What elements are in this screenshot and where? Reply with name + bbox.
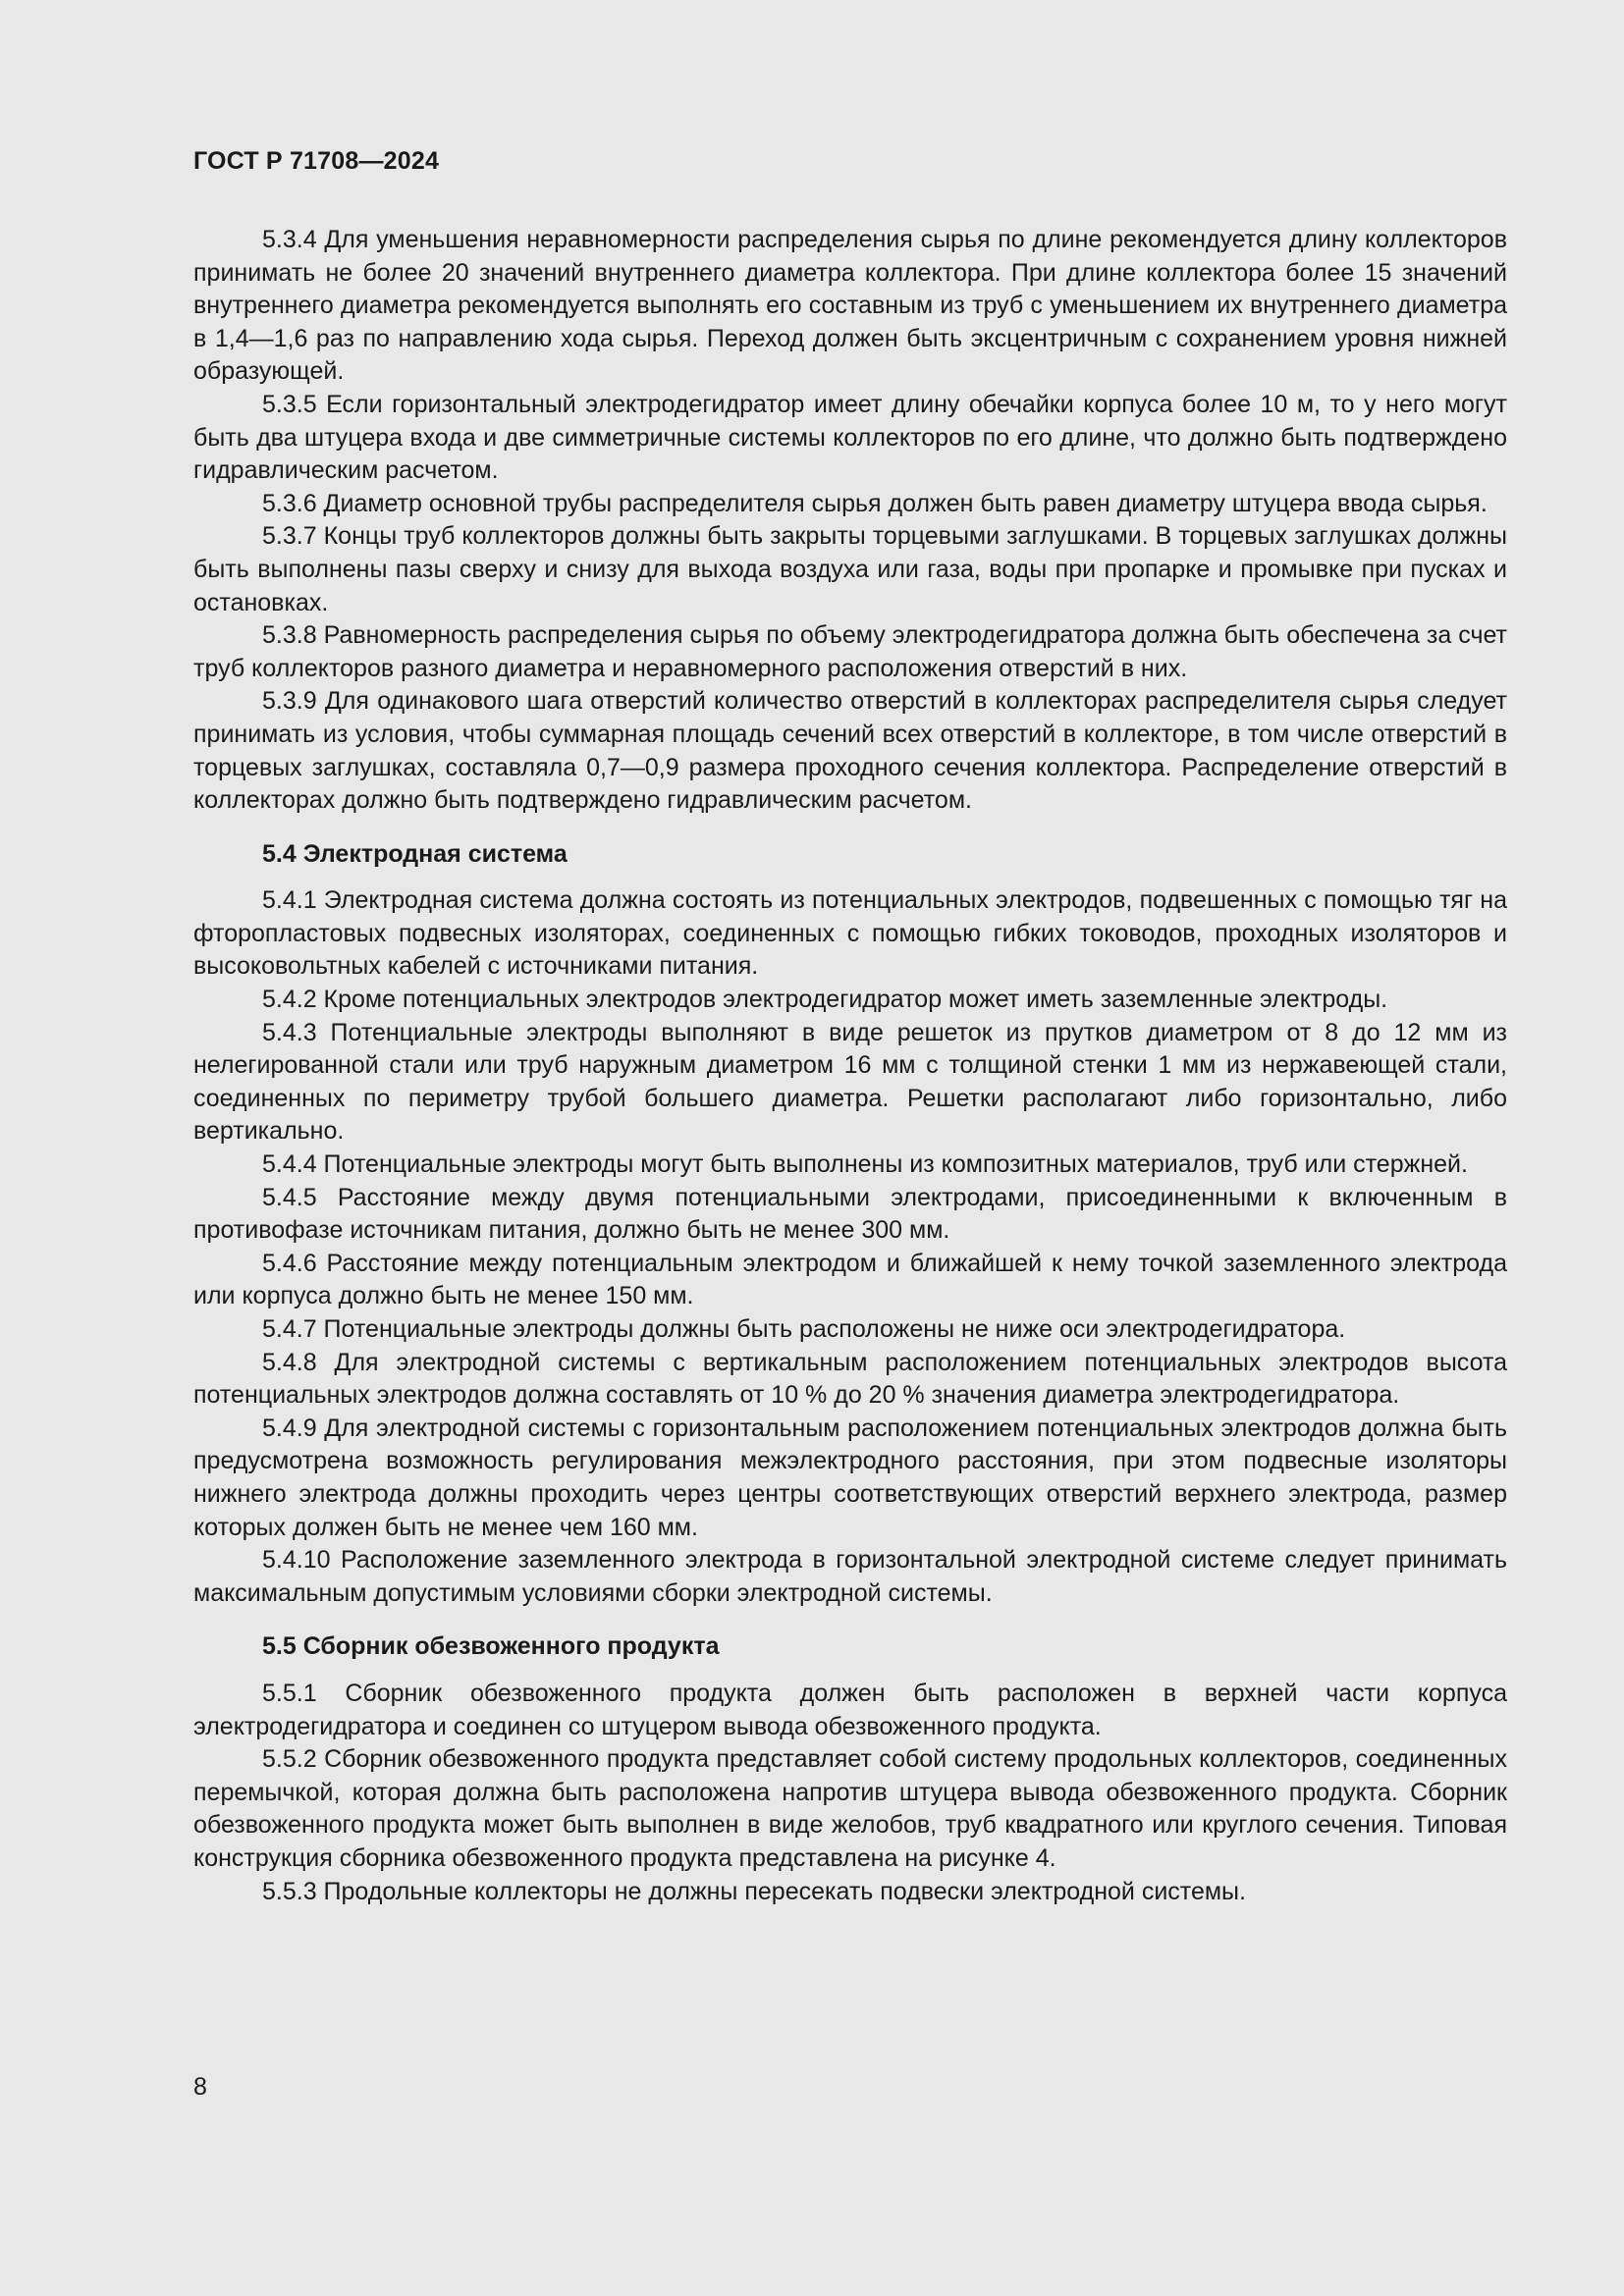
paragraph-5-4-2: 5.4.2 Кроме потенциальных электродов электродегидратор может иметь заземленные электроды. bbox=[262, 986, 1388, 1014]
paragraph-5-4-1: 5.4.1 Электродная система должна состоять из потенциальных электродов, подвешенных с помощью тяг на фторопластовых подвесных изоляторах, соединенных с помощью гибких тоководов, проходных изоляторов и высоковольтных кабелей с источниками питания. bbox=[193, 886, 1507, 981]
paragraph-5-4-5: 5.4.5 Расстояние между двумя потенциальными электродами, присоединенными к включенным в противофазе источникам питания, должно быть не менее 300 мм. bbox=[193, 1183, 1507, 1245]
paragraph-5-3-8: 5.3.8 Равномерность распределения сырья по объему электродегидратора должна быть обеспечена за счет труб коллекторов разного диаметра и неравномерного расположения отверстий в них. bbox=[193, 621, 1507, 682]
paragraph-5-5-3: 5.5.3 Продольные коллекторы не должны пересекать подвески электродной системы. bbox=[262, 1877, 1246, 1905]
paragraph-5-4-3: 5.4.3 Потенциальные электроды выполняют в виде решеток из прутков диаметром от 8 до 12 мм из нелегированной стали или труб наружным диаметром 16 мм с толщиной стенки 1 мм из нержавеющей стали, соединенных по периметру трубой большего диаметра. Решетки располагают либо горизонтально, либо вертикально. bbox=[193, 1018, 1507, 1146]
paragraph-5-3-7: 5.3.7 Концы труб коллекторов должны быть закрыты торцевыми заглушками. В торцевых заглушках должны быть выполнены пазы сверху и снизу для выхода воздуха или газа, воды при пропарке и промывке при пусках и остановках. bbox=[193, 522, 1507, 616]
paragraph-5-4-10: 5.4.10 Расположение заземленного электрода в горизонтальной электродной системе следует принимать максимальным допустимым условиями сборки электродной системы. bbox=[193, 1546, 1507, 1607]
section-heading-5-4: 5.4 Электродная система bbox=[262, 839, 568, 868]
paragraph-5-5-2: 5.5.2 Сборник обезвоженного продукта представляет собой систему продольных коллекторов, соединенных перемычкой, которая должна быть расположена напротив штуцера вывода обезвоженного продукта. Сборник обезвоженного продукта может быть выполнен в виде желобов, труб квадратного или круглого сечения. Типовая конструкция сборника обезвоженного продукта представлена на рисунке 4. bbox=[193, 1745, 1507, 1872]
paragraph-5-4-7: 5.4.7 Потенциальные электроды должны быть расположены не ниже оси электродегидратора. bbox=[262, 1315, 1346, 1343]
paragraph-5-4-6: 5.4.6 Расстояние между потенциальным электродом и ближайшей к нему точкой заземленного электрода или корпуса должно быть не менее 150 мм. bbox=[193, 1249, 1507, 1310]
paragraph-5-3-5: 5.3.5 Если горизонтальный электродегидратор имеет длину обечайки корпуса более 10 м, то у него могут быть два штуцера входа и две симметричные системы коллекторов по его длине, что должно быть подтверждено гидравлическим расчетом. bbox=[193, 390, 1507, 485]
paragraph-5-3-6: 5.3.6 Диаметр основной трубы распределителя сырья должен быть равен диаметру штуцера ввода сырья. bbox=[262, 489, 1488, 517]
page-number: 8 bbox=[193, 2073, 207, 2101]
document-body bbox=[193, 224, 1507, 1908]
document-header: ГОСТ Р 71708—2024 bbox=[193, 147, 440, 175]
paragraph-5-4-8: 5.4.8 Для электродной системы с вертикальным расположением потенциальных электродов высота потенциальных электродов должна составлять от 10 % до 20 % значения диаметра электродегидратора. bbox=[193, 1348, 1507, 1410]
paragraph-5-3-9: 5.3.9 Для одинакового шага отверстий количество отверстий в коллекторах распределителя сырья следует принимать из условия, чтобы суммарная площадь сечений всех отверстий в коллекторе, в том числе отверстий в торцевых заглушках, составляла 0,7—0,9 размера проходного сечения коллектора. Распределение отверстий в коллекторах должно быть подтверждено гидравлическим расчетом. bbox=[193, 687, 1507, 815]
paragraph-5-4-4: 5.4.4 Потенциальные электроды могут быть выполнены из композитных материалов, труб или стержней. bbox=[262, 1150, 1468, 1179]
paragraph-5-5-1: 5.5.1 Сборник обезвоженного продукта должен быть расположен в верхней части корпуса электродегидратора и соединен со штуцером вывода обезвоженного продукта. bbox=[193, 1679, 1507, 1740]
section-heading-5-5: 5.5 Сборник обезвоженного продукта bbox=[262, 1632, 720, 1661]
paragraph-5-3-4: 5.3.4 Для уменьшения неравномерности распределения сырья по длине рекомендуется длину коллекторов принимать не более 20 значений внутреннего диаметра коллектора. При длине коллектора более 15 значений внутреннего диаметра рекомендуется выполнять его составным из труб с уменьшением их внутреннего диаметра в 1,4—1,6 раз по направлению хода сырья. Переход должен быть эксцентричным с сохранением уровня нижней образующей. bbox=[193, 226, 1507, 386]
paragraph-5-4-9: 5.4.9 Для электродной системы с горизонтальным расположением потенциальных электродов должна быть предусмотрена возможность регулирования межэлектродного расстояния, при этом подвесные изоляторы нижнего электрода должны проходить через центры соответствующих отверстий верхнего электрода, размер которых должен быть не менее чем 160 мм. bbox=[193, 1414, 1507, 1541]
